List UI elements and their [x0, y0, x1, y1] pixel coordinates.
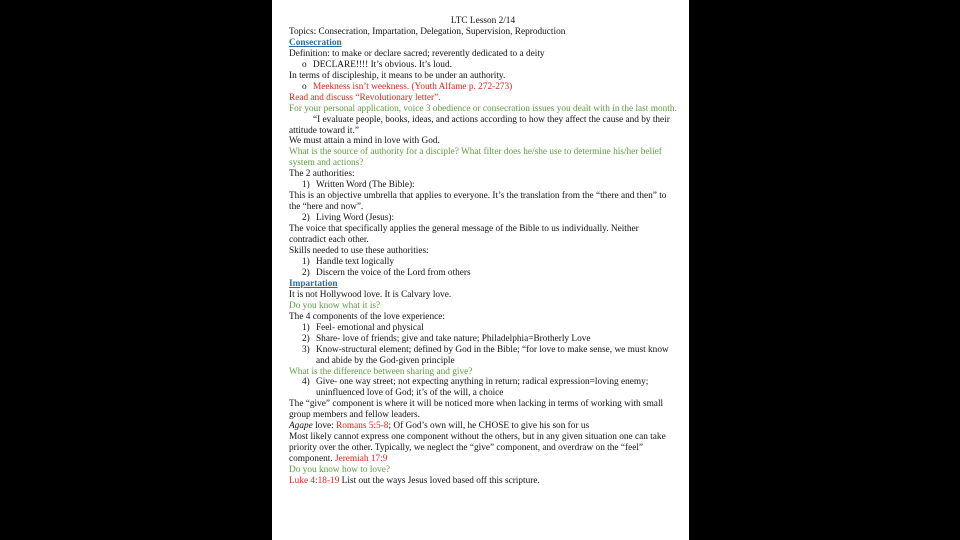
- definition-line: Definition: to make or declare sacred; reverently dedicated to a deity: [289, 48, 545, 59]
- list-number: 4): [302, 377, 310, 388]
- luke-reference: Luke 4:18-19: [289, 476, 340, 487]
- list-number: 1): [302, 180, 310, 191]
- component-item: [289, 377, 677, 399]
- authority-text: Living Word (Jesus):: [316, 213, 395, 224]
- meekness-bullet: [289, 82, 677, 93]
- discipleship-line: In terms of discipleship, it means to be under an authority.: [289, 70, 506, 81]
- list-number: 2): [302, 267, 310, 278]
- skill-item: [289, 268, 677, 279]
- living-word-desc: The voice that specifically applies the general message of the Bible to us individually. Neither contradict each other.: [289, 224, 639, 246]
- know-how-question: Do you know how to love?: [289, 465, 390, 476]
- authority-text: Written Word (The Bible):: [316, 180, 415, 191]
- consecration-heading: Consecration: [289, 37, 342, 48]
- meekness-text: Meekness isn’t weekness. (Youth Alfame p. 272-273): [313, 81, 513, 92]
- most-likely-text: Most likely cannot express one component without the others, but in any given situation one can take priority over the other. Typically, we neglect the “give” component, and overdraw on the “feel” component.: [289, 432, 666, 465]
- most-likely-paragraph: [289, 432, 677, 465]
- list-number: 3): [302, 344, 310, 355]
- declare-bullet: [289, 60, 677, 71]
- written-word-desc: This is an objective umbrella that applies to everyone. It’s the translation from the “there and then” to the “here and now”.: [289, 191, 667, 213]
- list-number: 1): [302, 256, 310, 267]
- source-question: What is the source of authority for a disciple? What filter does he/she use to determine his/her belief system and actions?: [289, 147, 662, 169]
- authority-item: [289, 213, 677, 224]
- read-discuss-line: Read and discuss “Revolutionary letter”.: [289, 92, 441, 103]
- agape-love-text: love:: [312, 421, 337, 432]
- skill-text: Discern the voice of the Lord from others: [316, 267, 471, 278]
- know-what-question: Do you know what it is?: [289, 300, 381, 311]
- components-line: The 4 components of the love experience:: [289, 311, 445, 322]
- component-text: Share- love of friends; give and take nature; Philadelphia=Brotherly Love: [316, 333, 591, 344]
- mind-line: We must attain a mind in love with God.: [289, 136, 440, 147]
- component-text: Give- one way street; not expecting anything in return; radical expression=loving enemy; uninfluenced love of God; it’s of the will, a choice: [316, 377, 649, 399]
- skill-text: Handle text logically: [316, 256, 394, 267]
- topics-line: Topics: Consecration, Impartation, Delegation, Supervision, Reproduction: [289, 26, 566, 37]
- list-number: 2): [302, 213, 310, 224]
- personal-application: For your personal application, voice 3 obedience or consecration issues you dealt with in the last month.: [289, 103, 677, 114]
- agape-rest-text: ; Of God’s own will, he CHOSE to give his son for us: [388, 421, 590, 432]
- romans-reference: Romans 5:5-8: [336, 421, 389, 432]
- difference-question: What is the difference between sharing and give?: [289, 366, 473, 377]
- agape-word: Agape: [289, 421, 313, 432]
- component-item: [289, 345, 677, 367]
- declare-text: DECLARE!!!! It’s obvious. It’s loud.: [313, 59, 452, 70]
- skills-line: Skills needed to use these authorities:: [289, 246, 429, 257]
- component-text: Know-structural element; defined by God in the Bible; “for love to make sense, we must know and abide by the God-given principle: [316, 344, 669, 366]
- luke-rest-text: List out the ways Jesus loved based off this scripture.: [339, 476, 540, 487]
- luke-line: [289, 476, 677, 487]
- skill-item: [289, 257, 677, 268]
- document-content: [289, 16, 677, 487]
- bullet-marker: o: [302, 81, 307, 92]
- give-component-paragraph: The “give” component is where it will be noticed more when lacking in terms of working with small group members and fellow leaders.: [289, 399, 664, 421]
- component-text: Feel- emotional and physical: [316, 322, 424, 333]
- bullet-marker: o: [302, 59, 307, 70]
- hollywood-line: It is not Hollywood love. It is Calvary love.: [289, 289, 452, 300]
- quote-paragraph: “I evaluate people, books, ideas, and actions according to how they affect the cause and by their attitude toward it.”: [289, 114, 670, 136]
- component-item: [289, 334, 677, 345]
- impartation-heading: Impartation: [289, 278, 338, 289]
- list-number: 2): [302, 333, 310, 344]
- agape-line: [289, 421, 677, 432]
- component-item: [289, 323, 677, 334]
- doc-title: LTC Lesson 2/14: [450, 16, 516, 26]
- document-page: [272, 0, 689, 540]
- jeremiah-reference: Jeremiah 17:9: [334, 454, 388, 465]
- two-authorities-line: The 2 authorities:: [289, 169, 355, 180]
- authority-item: [289, 180, 677, 191]
- list-number: 1): [302, 322, 310, 333]
